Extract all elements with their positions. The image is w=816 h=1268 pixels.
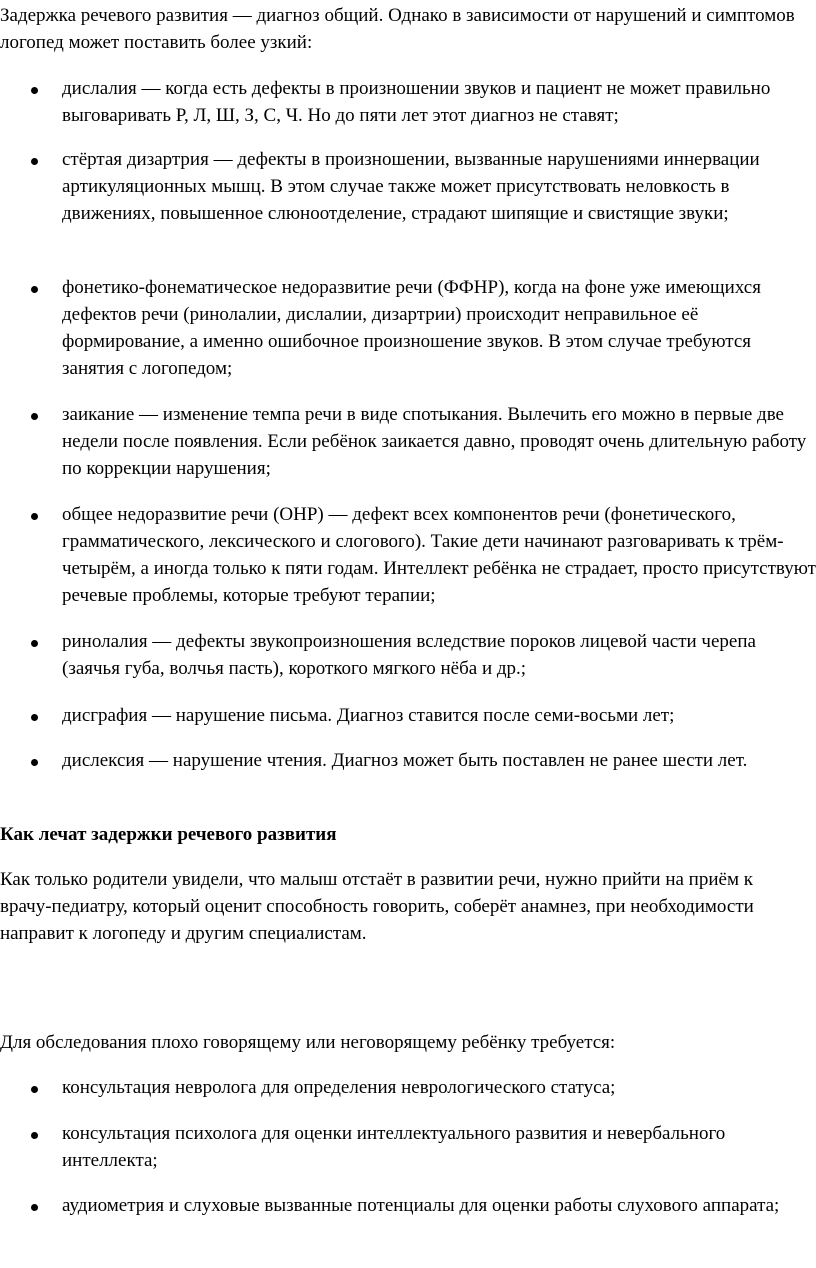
bullet-icon (31, 413, 38, 420)
bullet-icon (31, 286, 38, 293)
bullet-icon (31, 158, 38, 165)
exam-intro: Для обследования плохо говорящему или неговорящему ребёнку требуется: (0, 1032, 616, 1053)
bullet-icon (31, 513, 38, 520)
section-heading: Как лечат задержки речевого развития (0, 824, 337, 845)
bullet-icon (31, 1204, 38, 1211)
list-item: дислалия — когда есть дефекты в произношении звуков и пациент не может правильно выговаривать Р, Л, Ш, З, С, Ч. Но до пяти лет этот диагноз не ставят; (62, 75, 816, 129)
list-item: аудиометрия и слуховые вызванные потенциалы для оценки работы слухового аппарата; (62, 1192, 816, 1219)
bullet-icon (31, 640, 38, 647)
list-item: консультация психолога для оценки интеллектуального развития и невербального интеллекта; (62, 1120, 816, 1174)
list-item: фонетико-фонематическое недоразвитие речи (ФФНР), когда на фоне уже имеющихся дефектов речи (ринолалии, дислалии, дизартрии) происходит неправильное её формирование, а именно ошибочное произношение звуков. В этом случае требуются занятия с логопедом; (62, 274, 816, 382)
list-item: общее недоразвитие речи (ОНР) — дефект всех компонентов речи (фонетического, грамматического, лексического и слогового). Такие дети начинают разговаривать к трём-четырём, а иногда только к пяти годам. Интеллект ребёнка не страдает, просто присутствуют речевые проблемы, которые требуют терапии; (62, 501, 816, 609)
bullet-icon (31, 1086, 38, 1093)
list-item: дислексия — нарушение чтения. Диагноз может быть поставлен не ранее шести лет. (62, 747, 816, 774)
list-item: консультация невролога для определения неврологического статуса; (62, 1074, 816, 1101)
list-item: дисграфия — нарушение письма. Диагноз ставится после семи-восьми лет; (62, 702, 816, 729)
intro-paragraph: Задержка речевого развития — диагноз общий. Однако в зависимости от нарушений и симптомов логопед может поставить более узкий: (0, 5, 795, 53)
bullet-icon (31, 1132, 38, 1139)
section-paragraph: Как только родители увидели, что малыш отстаёт в развитии речи, нужно прийти на приём к врачу-педиатру, который оценит способность говорить, соберёт анамнез, при необходимости направит к логопеду и другим специалистам. (0, 869, 754, 944)
list-item: стёртая дизартрия — дефекты в произношении, вызванные нарушениями иннервации артикуляционных мышц. В этом случае также может присутствовать неловкость в движениях, повышенное слюноотделение, страдают шипящие и свистящие звуки; (62, 146, 816, 227)
bullet-icon (31, 714, 38, 721)
list-item: заикание — изменение темпа речи в виде спотыкания. Вылечить его можно в первые две недели после появления. Если ребёнок заикается давно, проводят очень длительную работу по коррекции нарушения; (62, 401, 816, 482)
bullet-icon (31, 759, 38, 766)
bullet-icon (31, 87, 38, 94)
list-item: ринолалия — дефекты звукопроизношения вследствие пороков лицевой части черепа (заячья губа, волчья пасть), короткого мягкого нёба и др.; (62, 628, 816, 682)
